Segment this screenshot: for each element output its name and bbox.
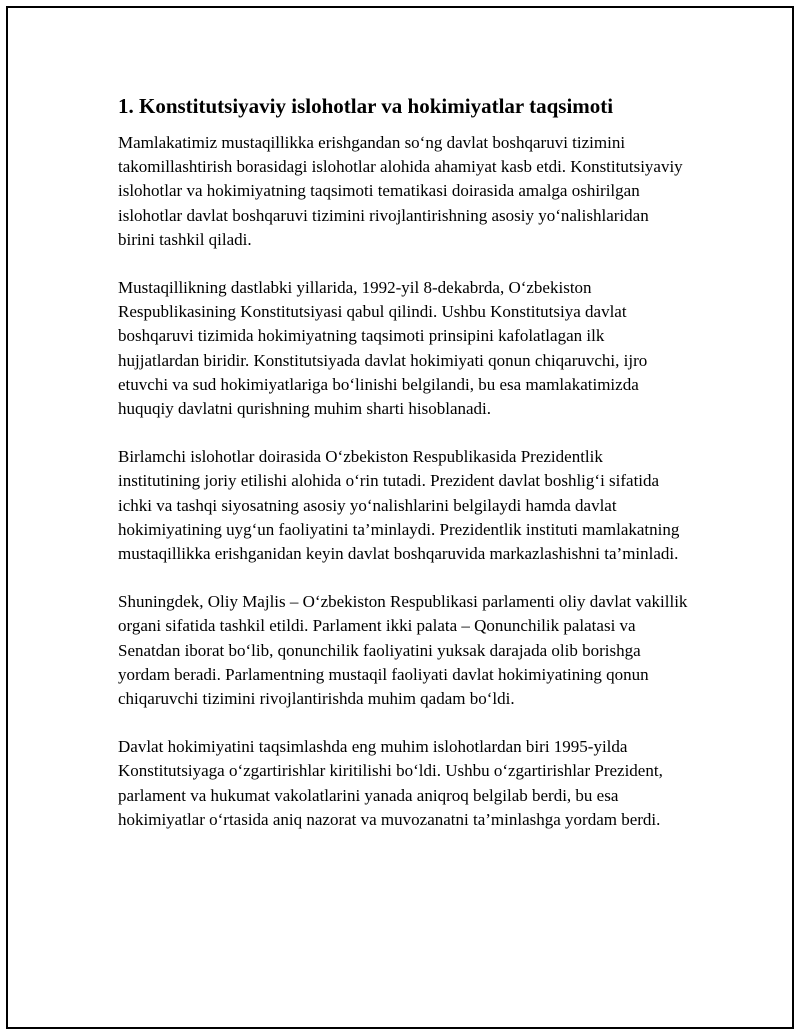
document-body (118, 93, 688, 856)
paragraph-4: Shuningdek, Oliy Majlis – O‘zbekiston Respublikasi parlamenti oliy davlat vakillik organi sifatida tashkil etildi. Parlament ikki palata – Qonunchilik palatasi va Senatdan iborat bo‘lib, qonunchilik faoliyatini yuksak darajada olib borishga yordam beradi. Parlamentning mustaqil faoliyati davlat hokimiyatining qonun chiqaruvchi tizimini rivojlantirishda muhim qadam bo‘ldi. (118, 592, 688, 709)
paragraph-1: Mamlakatimiz mustaqillikka erishgandan so‘ng davlat boshqaruvi tizimini takomillashtirish borasidagi islohotlar alohida ahamiyat kasb etdi. Konstitutsiyaviy islohotlar va hokimiyatning taqsimoti tematikasi doirasida amalga oshirilgan islohotlar davlat boshqaruvi tizimini rivojlantirishning asosiy yo‘nalishlaridan birini tashkil qiladi. (118, 133, 683, 249)
paragraph-3: Birlamchi islohotlar doirasida O‘zbekiston Respublikasida Prezidentlik institutining joriy etilishi alohida o‘rin tutadi. Prezident davlat boshlig‘i sifatida ichki va tashqi siyosatning asosiy yo‘nalishlarini belgilaydi hamda davlat hokimiyatining uyg‘un faoliyatini ta’minlaydi. Prezidentlik instituti mamlakatning mustaqillikka erishganidan keyin davlat boshqaruvida markazlashishni ta’minladi. (118, 447, 680, 564)
paragraph-5: Davlat hokimiyatini taqsimlashda eng muhim islohotlardan biri 1995-yilda Konstitutsiyaga o‘zgartirishlar kiritilishi bo‘ldi. Ushbu o‘zgartirishlar Prezident, parlament va hukumat vakolatlarini yanada aniqroq belgilab berdi, bu esa hokimiyatlar o‘rtasida aniq nazorat va muvozanatni ta’minlashga yordam berdi. (118, 737, 663, 829)
paragraph-2: Mustaqillikning dastlabki yillarida, 1992-yil 8-dekabrda, O‘zbekiston Respublikasining Konstitutsiyasi qabul qilindi. Ushbu Konstitutsiya davlat boshqaruvi tizimida hokimiyatning taqsimoti prinsipini kafolatlagan ilk hujjatlardan biridir. Konstitutsiyada davlat hokimiyati qonun chiqaruvchi, ijro etuvchi va sud hokimiyatlariga bo‘linishi belgilandi, bu esa mamlakatimizda huquqiy davlatni qurishning muhim sharti hisoblanadi. (118, 278, 648, 419)
document-title: 1. Konstitutsiyaviy islohotlar va hokimiyatlar taqsimoti (118, 94, 614, 118)
